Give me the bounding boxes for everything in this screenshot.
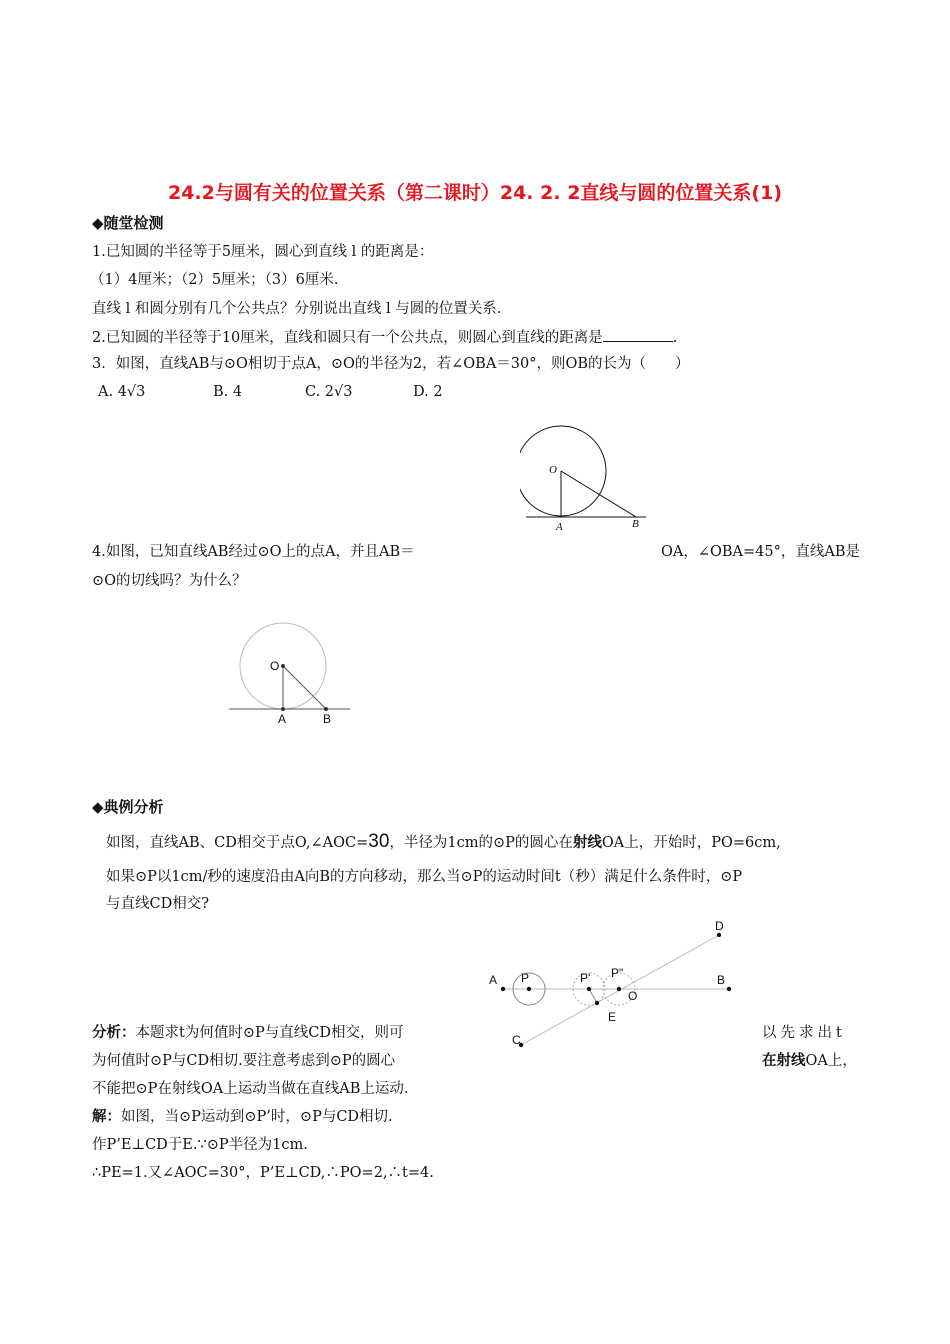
point-b — [324, 707, 328, 711]
solution-line-2: 作P’E⊥CD于E.∵⊙P半径为1cm. — [92, 1137, 308, 1153]
label-a: A — [556, 521, 563, 533]
point-d — [717, 933, 721, 937]
question-4-right: OA，∠OBA=45°，直线AB是 — [661, 544, 860, 560]
solution-line-1 — [92, 1105, 393, 1126]
example-ray-bold: 射线 — [572, 834, 602, 851]
analysis-line-2-right — [762, 1049, 857, 1070]
point-a — [281, 707, 285, 711]
point-b — [727, 987, 731, 991]
analysis-label: 分析： — [92, 1024, 136, 1041]
segment-ob — [283, 666, 326, 709]
analysis-ray-bold: 在射线 — [762, 1052, 806, 1069]
question-1-line-3: 直线 l 和圆分别有几个公共点？分别说出直线 l 与圆的位置关系. — [92, 301, 502, 317]
option-b: B. 4 — [213, 384, 243, 400]
label-b: B — [717, 973, 726, 987]
question-4-left: 4.如图，已知直线AB经过⊙O上的点A，并且AB＝ — [92, 544, 415, 560]
point-e — [595, 1001, 599, 1005]
label-p-prime: P' — [580, 971, 591, 985]
segment-p-prime-e — [589, 989, 597, 1003]
label-b: B — [632, 518, 639, 530]
option-a: A. 4√3 — [98, 384, 146, 400]
figure-tangent-30 — [520, 420, 650, 535]
option-c: C. 2√3 — [305, 384, 353, 400]
section-heading-example: ◆典例分析 — [92, 798, 164, 816]
label-o: O — [549, 464, 557, 476]
analysis-line-3: 不能把⊙P在射线OA上运动当做在直线AB上运动. — [92, 1081, 409, 1097]
question-2-end: . — [672, 330, 678, 346]
analysis-line-2: 为何值时⊙P与CD相切.要注意考虑到⊙P的圆心 — [92, 1053, 396, 1069]
example-line-1b: ，半径为1cm的⊙P的圆心在 — [389, 835, 573, 851]
figure-tangent-45 — [225, 618, 355, 730]
segment-ob — [561, 471, 636, 517]
label-o: O — [270, 659, 280, 673]
section-heading-practice: ◆随堂检测 — [92, 214, 164, 232]
analysis-text-2r: OA上， — [805, 1053, 857, 1069]
analysis-line-1 — [92, 1021, 403, 1042]
solution-label: 解： — [92, 1108, 121, 1125]
label-b: B — [323, 712, 332, 726]
label-p: P — [521, 971, 530, 985]
example-line-1 — [106, 831, 781, 853]
question-3: 3．如图，直线AB与⊙O相切于点A，⊙O的半径为2，若∠OBA＝30°，则OB的长为（ ） — [92, 356, 690, 372]
point-o — [281, 664, 285, 668]
label-o: O — [628, 989, 638, 1003]
example-line-3: 与直线CD相交? — [106, 896, 209, 912]
answer-blank — [603, 327, 673, 342]
label-c: C — [512, 1033, 521, 1047]
page-title: 24.2与圆有关的位置关系（第二课时）24. 2. 2直线与圆的位置关系(1) — [167, 182, 782, 204]
analysis-text-1: 本题求t为何值时⊙P与直线CD相交，则可 — [135, 1025, 404, 1041]
solution-text-1: 如图，当⊙P运动到⊙P’时，⊙P与CD相切. — [121, 1109, 393, 1125]
figure-moving-circle — [485, 915, 745, 1055]
point-a — [501, 987, 505, 991]
point-p-prime — [587, 987, 591, 991]
label-a: A — [489, 973, 498, 987]
example-line-1a: 如图，直线AB、CD相交于点O,∠AOC= — [106, 835, 369, 851]
label-p-double-prime: P" — [611, 966, 624, 980]
question-4-line-2: ⊙O的切线吗？为什么？ — [92, 573, 247, 589]
example-line-2: 如果⊙P以1cm/秒的速度沿由A向B的方向移动，那么当⊙P的运动时间t（秒）满足什么条件时，⊙P — [106, 869, 743, 885]
angle-value: 30 — [368, 831, 390, 852]
label-a: A — [278, 712, 287, 726]
question-1-line-2: （1）4厘米；（2）5厘米；（3）6厘米. — [90, 272, 339, 288]
analysis-line-1-right: 以先求出t — [762, 1025, 846, 1041]
question-2 — [92, 326, 677, 347]
example-line-1c: OA上，开始时，PO=6cm, — [601, 835, 781, 851]
solution-line-3: ∴PE=1.又∠AOC=30°，P’E⊥CD,∴PO=2,∴t=4. — [92, 1165, 434, 1181]
label-e: E — [608, 1010, 617, 1024]
option-d: D. 2 — [413, 384, 443, 400]
point-p-double-prime — [617, 987, 621, 991]
circle-o — [520, 426, 606, 516]
question-2-text: 2.已知圆的半径等于10厘米，直线和圆只有一个公共点，则圆心到直线的距离是 — [92, 330, 603, 346]
question-1-line-1: 1.已知圆的半径等于5厘米，圆心到直线 l 的距离是： — [92, 244, 434, 260]
label-d: D — [715, 919, 724, 933]
point-p — [527, 987, 531, 991]
